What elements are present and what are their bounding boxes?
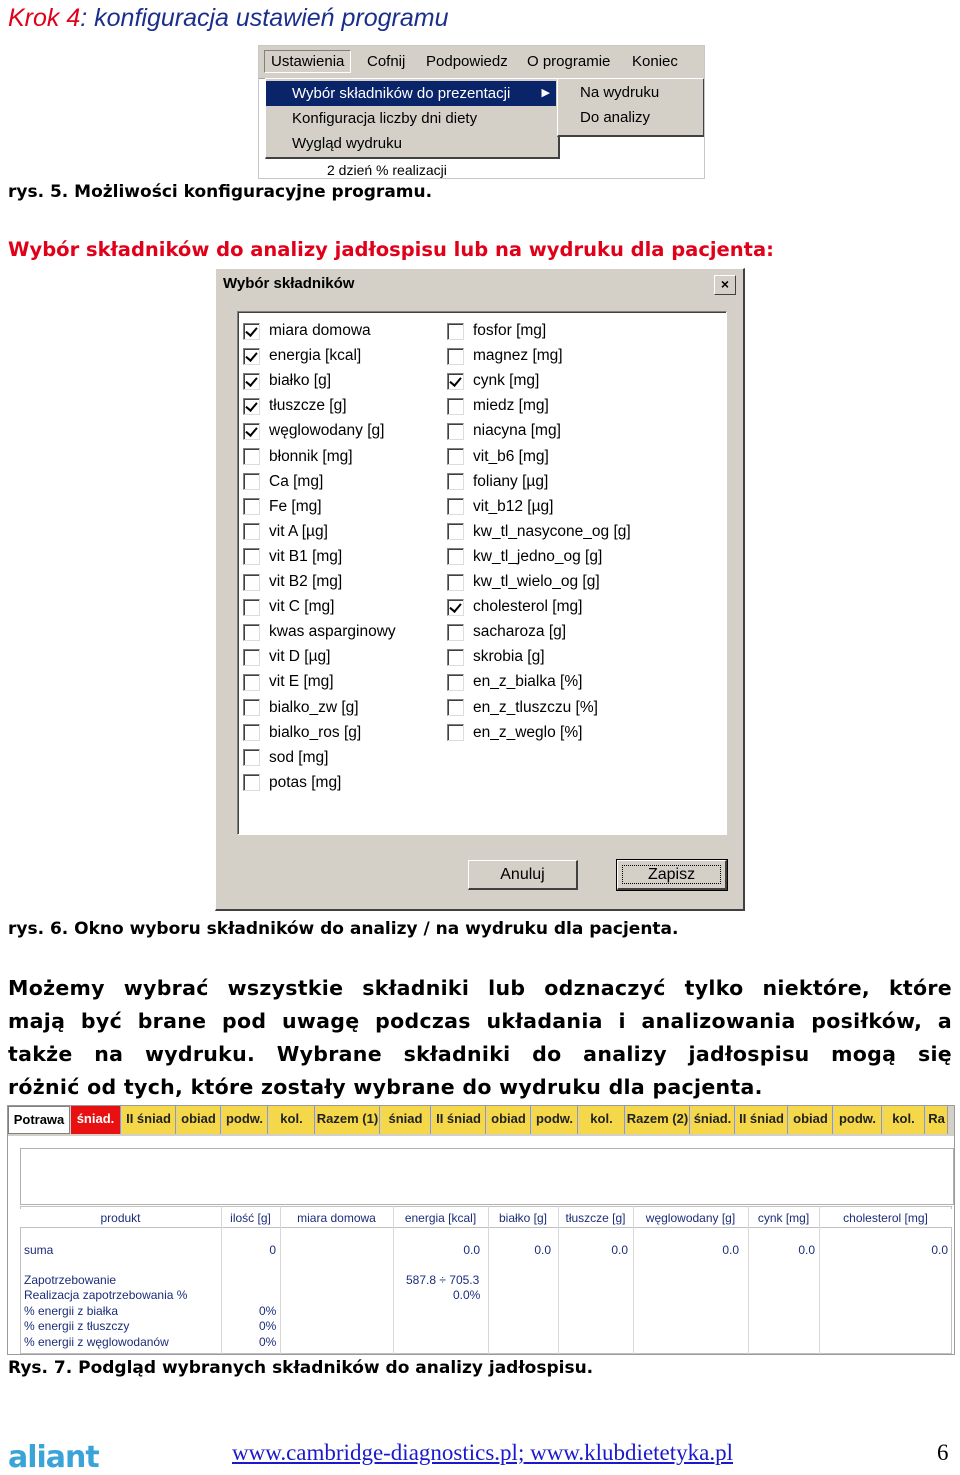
checkbox-unchecked[interactable] [447,724,464,741]
checkbox-unchecked[interactable] [243,548,260,565]
checkbox-row[interactable] [243,621,396,643]
row-label: Realizacja zapotrzebowania % [24,1288,188,1302]
checkbox-unchecked[interactable] [243,774,260,791]
checkbox-row[interactable] [243,395,347,417]
checkbox-unchecked[interactable] [447,548,464,565]
grid-column-line [558,1206,559,1354]
checkbox-label: vit_b12 [µg] [473,497,554,515]
row-label: % energii z białka [24,1304,119,1318]
meal-tab[interactable]: Ra [926,1106,948,1134]
checkbox-unchecked[interactable] [243,448,260,465]
checkbox-label: en_z_tluszczu [%] [473,698,598,716]
footer-link[interactable]: www.cambridge-diagnostics.pl; www.klubdietetyka.pl [232,1440,733,1465]
checkbox-label: sacharoza [g] [473,623,567,641]
close-icon: × [720,276,730,292]
column-header[interactable]: cholesterol [mg] [819,1209,952,1228]
heading-title: : konfiguracja ustawień programu [80,4,449,32]
heading-step: Krok 4 [8,4,81,32]
save-button-label: Zapisz [622,865,721,884]
checkbox-label: fosfor [mg] [473,322,547,339]
checkbox-row[interactable] [243,420,384,442]
checkbox-row[interactable] [447,621,566,643]
submenu-item-wybor[interactable] [266,81,556,106]
column-header[interactable]: produkt [20,1209,221,1228]
checkbox-row[interactable] [447,370,539,392]
suma-value: 0 [269,1243,276,1257]
checkbox-row[interactable] [447,395,549,417]
meal-tab[interactable]: Razem (2) [626,1106,690,1134]
checkbox-unchecked[interactable] [243,749,260,766]
checkbox-unchecked[interactable] [243,699,260,716]
checkbox-row[interactable] [243,370,331,392]
section-subheading: Wybór składników do analizy jadłospisu lub na wydruku dla pacjenta: [8,238,774,261]
components-list [237,311,727,835]
meal-tab[interactable]: podw. [532,1106,578,1134]
submenu-item-do-analizy[interactable]: Do analizy [580,109,651,126]
aliant-logo: aliant [8,1440,99,1475]
checkbox-label: sod [mg] [269,748,329,766]
checkbox-unchecked[interactable] [243,473,260,490]
checkbox-unchecked[interactable] [447,423,464,440]
checkbox-unchecked[interactable] [447,574,464,591]
column-header[interactable]: węglowodany [g] [633,1209,748,1228]
meal-tab[interactable]: Razem (1) [316,1106,380,1134]
background-row-label: 2 dzień % realizacji [327,162,447,178]
checkbox-row[interactable] [447,697,598,719]
checkbox-unchecked[interactable] [447,348,464,365]
checkbox-label: potas [mg] [269,773,342,791]
checkbox-row[interactable] [447,722,582,744]
submenu-item-label: Wybór składników do prezentacji [292,85,511,102]
checkbox-row[interactable] [447,521,631,543]
row-label: Zapotrzebowanie [24,1273,117,1287]
checkbox-label: błonnik [mg] [269,447,353,465]
checkbox-label: miedz [mg] [473,397,549,415]
checkbox-row[interactable] [243,772,341,794]
row-label: % energii z tłuszczy [24,1319,130,1333]
checkbox-unchecked[interactable] [243,599,260,616]
checkbox-row[interactable] [447,471,548,493]
checkbox-unchecked[interactable] [243,523,260,540]
checkbox-unchecked[interactable] [447,523,464,540]
checkbox-unchecked[interactable] [447,398,464,415]
checkbox-label: bialko_zw [g] [269,698,359,716]
menu-screenshot [258,45,705,179]
meal-tab[interactable]: podw. [222,1106,268,1134]
checkbox-unchecked[interactable] [447,674,464,691]
checkbox-checked[interactable] [243,373,260,390]
menubar [259,46,704,79]
checkbox-unchecked[interactable] [243,498,260,515]
checkbox-label: kw_tl_jedno_og [g] [473,547,603,565]
checkbox-label: vit B1 [mg] [269,547,343,565]
row-label-suma: suma [24,1243,54,1257]
checkbox-unchecked[interactable] [447,473,464,490]
grid-frame [20,1206,952,1354]
checkbox-label: skrobia [g] [473,648,545,666]
checkbox-label: magnez [mg] [473,347,563,365]
checkbox-label: foliany [µg] [473,472,549,490]
grid-column-line [393,1206,394,1354]
checkbox-row[interactable] [447,646,545,668]
zapotrzebowanie-value: 587.8 ÷ 705.3 [406,1273,480,1287]
checkbox-row[interactable] [243,646,330,668]
checkbox-label: en_z_weglo [%] [473,723,583,741]
column-header[interactable]: cynk [mg] [748,1209,819,1228]
menu-podpowiedz[interactable]: Podpowiedz [426,53,508,70]
column-header[interactable]: miara domowa [280,1209,393,1228]
checkbox-label: białko [g] [269,372,332,390]
meal-tab[interactable]: obiad [789,1106,833,1134]
meal-tab[interactable]: II śniad [736,1106,788,1134]
checkbox-label: kw_tl_wielo_og [g] [473,573,600,590]
meal-tab[interactable]: kol. [269,1106,315,1134]
checkbox-label: bialko_ros [g] [269,723,362,741]
grid-column-line [221,1206,222,1354]
column-header[interactable]: białko [g] [488,1209,558,1228]
analysis-grid-screenshot [7,1105,955,1355]
figure-caption-6: rys. 6. Okno wyboru składników do analizy / na wydruku dla pacjenta. [8,919,679,939]
checkbox-unchecked[interactable] [447,624,464,641]
checkbox-label: vit A [µg] [269,522,328,540]
figure-caption-7: Rys. 7. Podgląd wybranych składników do analizy jadłospisu. [8,1358,594,1378]
checkbox-row[interactable] [243,521,328,543]
checkbox-row[interactable] [243,471,323,493]
checkbox-unchecked[interactable] [243,624,260,641]
dialog-title: Wybór składników [223,275,355,292]
checkbox-row[interactable] [243,320,371,342]
checkbox-label: miara domowa [269,322,371,339]
cancel-button[interactable]: Anuluj [468,860,578,890]
suma-value: 0.0 [534,1243,551,1257]
paragraph-line: Możemy wybrać wszystkie składniki lub odznaczyć tylko niektóre, które [8,976,952,1000]
checkbox-checked[interactable] [447,373,464,390]
checkbox-checked[interactable] [243,348,260,365]
percent-value: 0% [259,1335,277,1349]
checkbox-unchecked[interactable] [447,448,464,465]
checkbox-row[interactable] [243,671,334,693]
checkbox-unchecked[interactable] [243,724,260,741]
meal-tabs [8,1106,954,1136]
percent-value: 0% [259,1319,277,1333]
checkbox-label: niacyna [mg] [473,422,561,440]
meal-tab[interactable]: podw. [834,1106,882,1134]
checkbox-checked[interactable] [243,423,260,440]
checkbox-row[interactable] [243,546,342,568]
suma-value: 0.0 [463,1243,480,1257]
checkbox-label: vit_b6 [mg] [473,447,549,465]
checkbox-label: vit D [µg] [269,648,331,666]
checkbox-row[interactable] [447,546,602,568]
checkbox-label: Ca [mg] [269,472,324,490]
meal-tab[interactable]: śniad. [71,1106,121,1134]
column-header[interactable]: energia [kcal] [393,1209,488,1228]
component-selection-dialog [215,268,745,911]
checkbox-row[interactable] [243,697,359,719]
checkbox-row[interactable] [447,345,563,367]
suma-value: 0.0 [798,1243,815,1257]
column-header[interactable]: ilość [g] [221,1209,280,1228]
checkbox-unchecked[interactable] [447,649,464,666]
checkbox-row[interactable] [243,747,328,769]
submenu-item-konfiguracja[interactable]: Konfiguracja liczby dni diety [292,110,478,127]
checkbox-row[interactable] [243,446,353,468]
top-panel [20,1148,954,1205]
checkbox-unchecked[interactable] [447,323,464,340]
submenu-item-na-wydruku[interactable]: Na wydruku [580,84,660,101]
paragraph-line: różnić od tych, które zostały wybrane do wydruku dla pacjenta. [8,1075,763,1099]
page-heading [8,4,449,33]
suma-value: 0.0 [611,1243,628,1257]
checkbox-label: węglowodany [g] [269,422,385,440]
meal-tab[interactable]: śniad. [691,1106,735,1134]
percent-value: 0% [259,1304,277,1318]
checkbox-row[interactable] [447,671,582,693]
row-label: % energii z węglowodanów [24,1335,169,1349]
dialog-titlebar [219,272,740,296]
checkbox-row[interactable] [447,596,582,618]
meal-tab[interactable]: obiad [177,1106,221,1134]
checkbox-label: en_z_bialka [%] [473,673,583,691]
figure-caption-5: rys. 5. Możliwości konfiguracyjne programu. [8,182,433,202]
checkbox-checked[interactable] [447,599,464,616]
meal-tab[interactable]: kol. [883,1106,925,1134]
checkbox-row[interactable] [243,345,361,367]
grid-column-line [633,1206,634,1354]
realizacja-value: 0.0% [453,1288,481,1302]
checkbox-label: kw_tl_nasycone_og [g] [473,522,631,540]
checkbox-unchecked[interactable] [447,498,464,515]
page-number: 6 [937,1440,949,1465]
checkbox-label: kwas asparginowy [269,623,396,641]
meal-tab[interactable]: kol. [579,1106,625,1134]
presentation-submenu [557,78,705,137]
menu-koniec[interactable]: Koniec [632,53,678,70]
checkbox-unchecked[interactable] [243,674,260,691]
checkbox-label: cynk [mg] [473,372,540,390]
suma-value: 0.0 [722,1243,739,1257]
paragraph-line: także na wydruku. Wybrane składniki do analizy jadłospisu mogą się [8,1042,952,1066]
checkbox-checked[interactable] [243,398,260,415]
meal-tab[interactable]: obiad [487,1106,531,1134]
checkbox-row[interactable] [447,496,553,518]
checkbox-unchecked[interactable] [243,649,260,666]
grid-column-line [488,1206,489,1354]
meal-tab[interactable]: II śniad [122,1106,176,1134]
checkbox-label: Fe [mg] [269,497,322,515]
menu-o-programie[interactable]: O programie [527,53,611,70]
submenu-arrow-icon: ▶ [541,87,550,99]
checkbox-row[interactable] [447,320,546,342]
column-header[interactable]: tłuszcze [g] [558,1209,633,1228]
meal-tab[interactable]: II śniad [432,1106,486,1134]
checkbox-unchecked[interactable] [243,574,260,591]
menu-cofnij[interactable]: Cofnij [367,53,406,70]
checkbox-row[interactable] [243,571,342,593]
suma-value: 0.0 [931,1243,948,1257]
checkbox-label: vit E [mg] [269,673,334,691]
checkbox-checked[interactable] [243,323,260,340]
checkbox-unchecked[interactable] [447,699,464,716]
grid-column-line [819,1206,820,1354]
meal-tab[interactable]: śniad [381,1106,431,1134]
save-button[interactable] [617,860,727,890]
checkbox-row[interactable] [243,722,361,744]
submenu-item-wyglad[interactable]: Wygląd wydruku [292,135,402,152]
meal-tab[interactable]: Potrawa [8,1106,70,1134]
settings-submenu [265,78,560,159]
menu-ustawienia[interactable]: Ustawienia [264,50,351,73]
body-paragraph [8,972,952,1104]
checkbox-label: vit B2 [mg] [269,573,343,590]
checkbox-label: tłuszcze [g] [269,397,347,415]
checkbox-label: cholesterol [mg] [473,598,583,616]
paragraph-line: mają być brane pod uwagę podczas układania i analizowania posiłków, a [8,1009,952,1033]
checkbox-row[interactable] [243,596,334,618]
checkbox-row[interactable] [243,496,322,518]
checkbox-row[interactable] [447,420,561,442]
close-button[interactable] [714,275,736,295]
grid-column-line [748,1206,749,1354]
checkbox-label: energia [kcal] [269,347,362,365]
checkbox-label: vit C [mg] [269,598,335,616]
grid-column-line [280,1206,281,1354]
checkbox-row[interactable] [447,571,600,593]
checkbox-row[interactable] [447,446,549,468]
